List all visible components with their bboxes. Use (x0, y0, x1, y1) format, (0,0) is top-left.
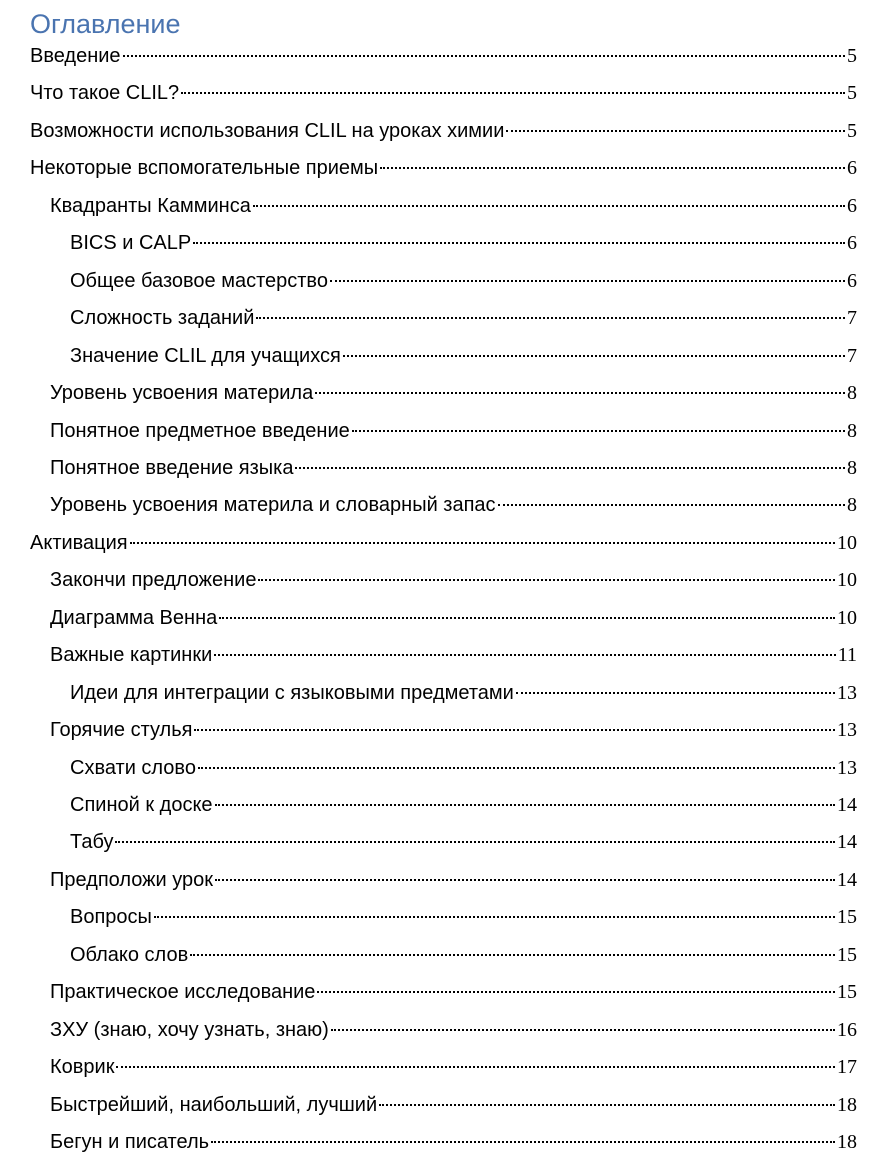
toc-entry-label[interactable]: Идеи для интеграции с языковыми предметами (70, 681, 514, 704)
toc-entry-label[interactable]: Горячие стулья (50, 719, 193, 742)
toc-entry-page-number[interactable]: 13 (837, 719, 857, 742)
toc-entry-page-number[interactable]: 7 (847, 344, 857, 367)
toc-entry[interactable] (30, 117, 857, 145)
toc-dot-leader (379, 1104, 835, 1106)
toc-dot-leader (130, 542, 835, 544)
toc-entry-label[interactable]: Квадранты Камминса (50, 194, 251, 217)
toc-entry[interactable] (70, 679, 857, 707)
toc-entry[interactable] (30, 42, 857, 70)
toc-entry-page-number[interactable]: 17 (837, 1056, 857, 1079)
toc-dot-leader (331, 1029, 835, 1031)
toc-dot-leader (295, 467, 845, 469)
toc-entry-page-number[interactable]: 14 (837, 794, 857, 816)
toc-entry-page-number[interactable]: 15 (837, 906, 857, 929)
toc-entry-page-number[interactable]: 6 (847, 232, 857, 255)
toc-entry-label[interactable]: Введение (30, 45, 121, 67)
toc-entry-page-number[interactable]: 10 (837, 606, 857, 629)
toc-entry-label[interactable]: ЗХУ (знаю, хочу узнать, знаю) (50, 1018, 329, 1041)
toc-entry[interactable] (70, 267, 857, 295)
toc-entry[interactable] (30, 79, 857, 107)
toc-entry[interactable] (70, 342, 857, 370)
toc-entry-label[interactable]: Облако слов (70, 943, 189, 966)
toc-dot-leader (506, 130, 845, 132)
toc-entry-label[interactable]: Активация (30, 531, 128, 554)
toc-dot-leader (154, 916, 835, 918)
toc-entry-label[interactable]: Закончи предложение (50, 569, 257, 592)
toc-entry-page-number[interactable]: 13 (837, 756, 857, 779)
toc-title: Оглавление (30, 9, 181, 39)
toc-entry[interactable] (50, 641, 857, 669)
toc-entry-page-number[interactable]: 15 (837, 943, 857, 966)
toc-dot-leader (181, 92, 845, 94)
toc-entry-page-number[interactable]: 10 (837, 569, 857, 592)
toc-dot-leader (116, 1066, 835, 1068)
toc-dot-leader (330, 280, 845, 282)
toc-entry[interactable] (50, 716, 857, 744)
toc-entry-page-number[interactable]: 10 (837, 531, 857, 554)
toc-dot-leader (193, 242, 845, 244)
toc-dot-leader (194, 729, 835, 731)
toc-entry-label[interactable]: Некоторые вспомогательные приемы (30, 157, 379, 180)
toc-dot-leader (315, 392, 845, 394)
toc-entry-label[interactable]: Понятное предметное введение (50, 419, 350, 442)
toc-entry-label[interactable]: Быстрейший, наибольший, лучший (50, 1093, 378, 1116)
toc-entry[interactable] (70, 791, 857, 819)
toc-dot-leader (256, 317, 845, 319)
toc-dot-leader (253, 205, 845, 207)
toc-entry-page-number[interactable]: 8 (847, 494, 857, 517)
toc-dot-leader (115, 841, 835, 843)
toc-dot-leader (258, 579, 835, 581)
toc-entry-page-number[interactable]: 16 (837, 1018, 857, 1041)
toc-entry-label[interactable]: Что такое CLIL? (30, 82, 180, 105)
toc-entry[interactable] (70, 903, 857, 931)
toc-dot-leader (211, 1141, 835, 1143)
toc-entry-label[interactable]: Табу (70, 831, 114, 854)
toc-entry[interactable] (50, 379, 857, 407)
toc-dot-leader (343, 355, 845, 357)
toc-entry-page-number[interactable]: 18 (837, 1093, 857, 1116)
toc-dot-leader (215, 879, 835, 881)
toc-dot-leader (219, 617, 835, 619)
toc-entry-page-number[interactable]: 5 (847, 45, 857, 67)
toc-entry-label[interactable]: Общее базовое мастерство (70, 269, 328, 292)
toc-entry[interactable] (50, 491, 857, 519)
toc-entry-label[interactable]: Возможности использования CLIL на уроках химии (30, 119, 505, 142)
toc-entry-page-number[interactable]: 8 (847, 456, 857, 479)
toc-entry-page-number[interactable]: 6 (847, 194, 857, 217)
toc-dot-leader (215, 804, 835, 806)
toc-entry-page-number[interactable]: 6 (847, 269, 857, 292)
toc-entry[interactable] (70, 941, 857, 969)
toc-entry-page-number[interactable]: 15 (837, 981, 857, 1004)
toc-entry-label[interactable]: Диаграмма Венна (50, 606, 218, 629)
toc-entry[interactable] (50, 566, 857, 594)
toc-entry-page-number[interactable]: 11 (837, 644, 857, 667)
toc-entry-label[interactable]: Вопросы (70, 906, 152, 929)
toc-entry[interactable] (50, 417, 857, 445)
toc-entry-page-number[interactable]: 13 (837, 681, 857, 704)
toc-entry[interactable] (70, 229, 857, 257)
toc-entry-page-number[interactable]: 5 (847, 119, 857, 142)
toc-dot-leader (214, 654, 835, 656)
toc-entry[interactable] (30, 154, 857, 182)
toc-entry-label[interactable]: Схвати слово (70, 756, 196, 779)
toc-entry[interactable] (50, 604, 857, 632)
toc-entry[interactable] (50, 1016, 857, 1044)
toc-dot-leader (380, 167, 845, 169)
toc-entry-page-number[interactable]: 14 (837, 868, 857, 891)
toc-entry[interactable] (50, 1053, 857, 1081)
toc-entry-page-number[interactable]: 6 (847, 157, 857, 180)
toc-entry[interactable] (30, 529, 857, 557)
toc-entry-label[interactable]: Предположи урок (50, 868, 214, 891)
toc-entry[interactable] (70, 304, 857, 332)
toc-entry[interactable] (70, 754, 857, 782)
toc-entry[interactable] (50, 192, 857, 220)
toc-dot-leader (123, 55, 845, 57)
toc-entry[interactable] (70, 828, 857, 856)
toc-entry-page-number[interactable]: 7 (847, 307, 857, 330)
toc-entry[interactable] (50, 866, 857, 894)
toc-entry-label[interactable]: BICS и CALP (70, 232, 192, 255)
toc-entry-page-number[interactable]: 5 (847, 82, 857, 105)
toc-dot-leader (352, 430, 845, 432)
toc-entry-label[interactable]: Бегун и писатель (50, 1131, 210, 1154)
toc-entry[interactable] (50, 454, 857, 482)
toc-entry-page-number[interactable]: 8 (847, 419, 857, 442)
toc-entry-page-number[interactable]: 8 (847, 382, 857, 405)
toc-entry-label[interactable]: Уровень усвоения материла и словарный запас (50, 494, 496, 517)
toc-entry-label[interactable]: Значение CLIL для учащихся (70, 344, 341, 367)
toc-entry-label[interactable]: Спиной к доске (70, 794, 213, 816)
toc-entry-label[interactable]: Важные картинки (50, 644, 213, 667)
toc-entry-label[interactable]: Практическое исследование (50, 981, 316, 1004)
toc-entry-label[interactable]: Коврик (50, 1056, 115, 1079)
toc-entry-label[interactable]: Понятное введение языка (50, 456, 294, 479)
toc-entry-label[interactable]: Сложность заданий (70, 307, 255, 330)
toc-entry[interactable] (50, 1128, 857, 1156)
toc-entry-page-number[interactable]: 18 (837, 1131, 857, 1154)
toc-dot-leader (198, 767, 835, 769)
toc-entry[interactable] (50, 1091, 857, 1119)
toc-entry[interactable] (50, 978, 857, 1006)
toc-dot-leader (516, 692, 835, 694)
toc-dot-leader (190, 954, 835, 956)
toc-dot-leader (498, 504, 845, 506)
toc-entry-label[interactable]: Уровень усвоения материла (50, 382, 314, 405)
toc-dot-leader (317, 991, 835, 993)
toc-entry-page-number[interactable]: 14 (837, 831, 857, 854)
